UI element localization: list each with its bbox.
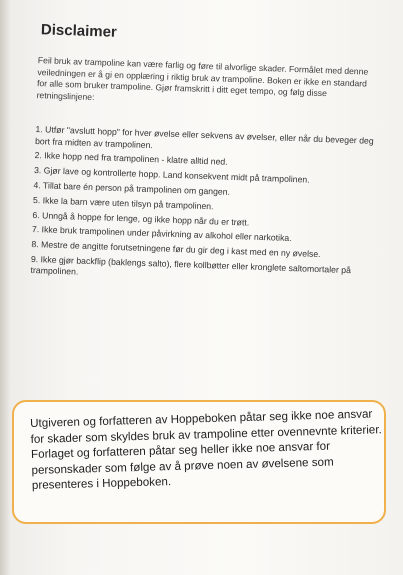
rule-item: 3. Gjør lave og kontrollerte hopp. Land konsekvent midt på trampolinen. [33, 165, 310, 185]
rule-item: 9. Ikke gjør backflip (baklengs salto), flere kollbøtter eller kronglete saltomortaler på trampolinen. [30, 253, 352, 278]
rule-item: 8. Mestre de angitte forutsetningene før du gir deg i kast med en ny øvelse. [31, 239, 321, 260]
rule-item: 4. Tillat bare én person på trampolinen om gangen. [33, 179, 231, 197]
rule-item: 2. Ikke hopp ned fra trampolinen - klatre alltid ned. [34, 150, 228, 168]
notice-box [12, 400, 386, 524]
rule-item: 5. Ikke la barn være uten tilsyn på trampolinen. [32, 194, 214, 212]
rule-item: 7. Ikke bruk trampolinen under påvirkning av alkohol eller narkotika. [31, 224, 292, 244]
rule-item: 6. Unngå å hoppe for lenge, og ikke hopp når du er trøtt. [32, 209, 250, 228]
page-spine-shadow [0, 0, 10, 575]
notice-text: Utgiveren og forfatteren av Hoppeboken påtar seg ikke noe ansvar for skader som skyldes bruk av trampoline etter ovennevnte kriterier. Forlaget og forfatteren påtar seg heller ikke noe ansvar for personskader som følge av å prøve noen av øvelsene som presenteres i Hoppeboken. [30, 407, 382, 493]
rule-item: 1. Utfør "avslutt hopp" for hver øvelse eller sekvens av øvelser, eller når du beveger deg bort fra midten av trampolinen. [34, 124, 374, 150]
page-title: Disclaimer [40, 21, 118, 41]
intro-paragraph: Feil bruk av trampoline kan være farlig og føre til alvorlige skader. Formålet med denne veiledningen er å gi en opplæring i riktig bruk av trampoline. Boken er ikke en standard for alle som bruker trampoline. Gjør framskritt i ditt eget tempo, og følg disse retningslinjene: [36, 55, 369, 102]
rules-list [30, 124, 375, 292]
